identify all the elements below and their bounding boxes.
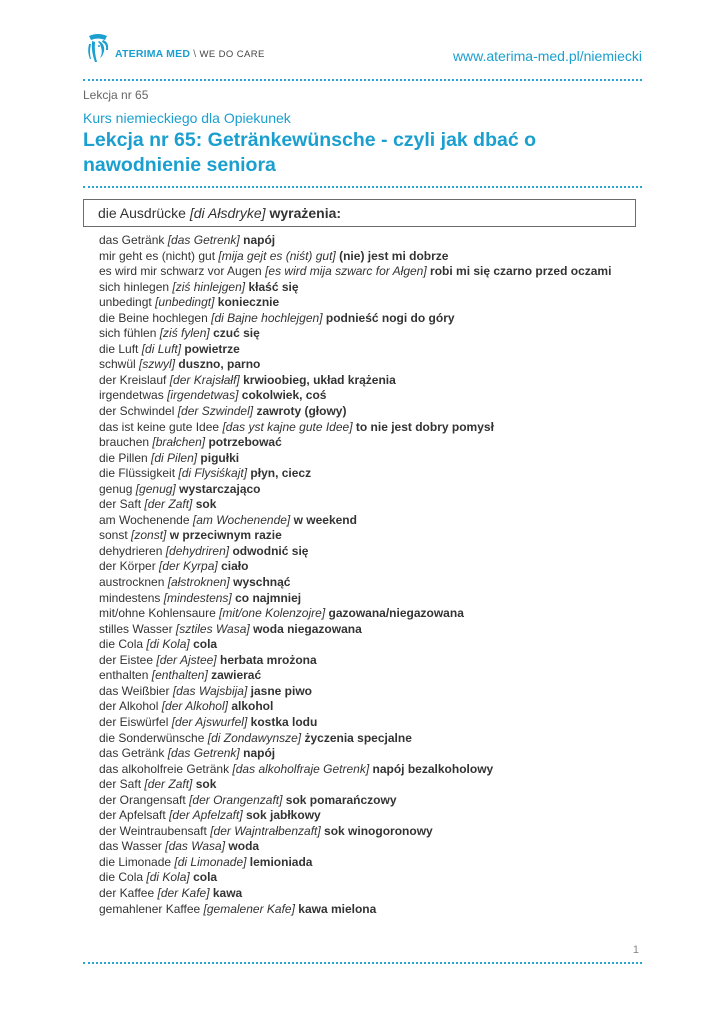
vocab-item — [99, 699, 639, 715]
bottom-divider — [83, 962, 642, 964]
page-title: Lekcja nr 65: Getränkewünsche - czyli jak dbać o nawodnienie seniora — [83, 129, 537, 176]
section-heading-pron: [di Ałsdryke] — [189, 205, 266, 221]
vocab-polish: koniecznie — [217, 295, 280, 310]
vocab-item — [99, 435, 639, 451]
vocab-item — [99, 497, 639, 513]
vocab-item — [99, 249, 639, 265]
vocab-pronunciation: [di Limonade] — [174, 854, 247, 869]
vocab-german: brauchen — [99, 435, 150, 450]
vocab-item — [99, 311, 639, 327]
vocab-polish: potrzebować — [208, 435, 282, 450]
top-divider — [83, 79, 642, 81]
vocab-pronunciation: [di Kola] — [146, 870, 190, 885]
vocab-german: gemahlener Kaffee — [99, 901, 201, 916]
vocab-pronunciation: [di Kola] — [146, 637, 190, 652]
vocab-item — [99, 280, 639, 296]
vocab-polish: (nie) jest mi dobrze — [339, 248, 449, 263]
vocab-german: der Saft — [99, 497, 142, 512]
vocab-item — [99, 855, 639, 871]
vocab-german: der Kaffee — [99, 885, 155, 900]
vocab-pronunciation: [der Kyrpa] — [159, 559, 218, 574]
vocab-pronunciation: [di Zondawynsze] — [207, 730, 302, 745]
vocab-pronunciation: [sztiles Wasa] — [175, 621, 250, 636]
vocab-item — [99, 451, 639, 467]
vocab-item — [99, 404, 639, 420]
vocab-item — [99, 622, 639, 638]
vocab-german: die Pillen — [99, 450, 148, 465]
vocab-polish: wystarczająco — [179, 481, 261, 496]
vocab-pronunciation: [der Alkohol] — [161, 699, 228, 714]
vocab-polish: to nie jest dobry pomysł — [355, 419, 494, 434]
vocab-pronunciation: [di Luft] — [141, 341, 182, 356]
vocab-german: der Eiswürfel — [99, 714, 169, 729]
vocab-polish: woda niegazowana — [253, 621, 362, 636]
vocab-german: das Getränk — [99, 746, 165, 761]
vocab-german: das alkoholfreie Getränk — [99, 761, 230, 776]
vocab-polish: cola — [193, 637, 218, 652]
vocab-item — [99, 762, 639, 778]
vocab-polish: herbata mrożona — [219, 652, 317, 667]
vocab-item — [99, 513, 639, 529]
vocab-german: schwül — [99, 357, 136, 372]
vocab-german: genug — [99, 481, 133, 496]
vocab-pronunciation: [das yst kajne gute Idee] — [222, 419, 353, 434]
vocab-item — [99, 637, 639, 653]
vocab-pronunciation: [das Wasa] — [165, 839, 226, 854]
vocab-polish: cokolwiek, coś — [241, 388, 327, 403]
vocab-pronunciation: [der Ajswurfel] — [171, 714, 248, 729]
vocab-item — [99, 559, 639, 575]
vocab-german: das Wasser — [99, 839, 162, 854]
vocab-german: die Cola — [99, 870, 144, 885]
page-header — [83, 32, 642, 68]
vocab-polish: alkohol — [231, 699, 274, 714]
vocab-german: die Flüssigkeit — [99, 466, 176, 481]
vocab-item — [99, 746, 639, 762]
vocab-polish: gazowana/niegazowana — [328, 606, 464, 621]
vocab-polish: ciało — [221, 559, 249, 574]
vocab-pronunciation: [der Wajntrałbenzaft] — [210, 823, 321, 838]
vocab-polish: podnieść nogi do góry — [325, 310, 455, 325]
vocab-polish: kawa mielona — [298, 901, 377, 916]
vocab-pronunciation: [der Zaft] — [144, 497, 193, 512]
vocab-pronunciation: [am Wochenende] — [192, 512, 291, 527]
vocab-polish: sok pomarańczowy — [285, 792, 397, 807]
title-divider — [83, 186, 642, 188]
vocab-pronunciation: [di Flysiśkajt] — [178, 466, 248, 481]
vocab-german: dehydrieren — [99, 543, 163, 558]
course-name: Kurs niemieckiego dla Opiekunek — [83, 110, 291, 126]
vocab-german: die Luft — [99, 341, 139, 356]
vocab-pronunciation: [der Zaft] — [144, 777, 193, 792]
vocab-pronunciation: [das Getrenk] — [167, 233, 240, 247]
vocab-item — [99, 839, 639, 855]
vocab-pronunciation: [gemalener Kafe] — [203, 901, 295, 916]
vocab-pronunciation: [das Wajsbija] — [172, 683, 248, 698]
vocab-polish: jasne piwo — [250, 683, 313, 698]
vocab-polish: czuć się — [213, 326, 260, 341]
vocab-polish: kłaść się — [248, 279, 299, 294]
vocab-polish: zawroty (głowy) — [256, 404, 347, 419]
vocab-pronunciation: [der Kafe] — [157, 885, 210, 900]
vocab-german: der Körper — [99, 559, 156, 574]
vocab-pronunciation: [ziś hinlejgen] — [172, 279, 246, 294]
vocab-german: die Beine hochlegen — [99, 310, 208, 325]
vocab-polish: robi mi się czarno przed oczami — [430, 264, 612, 279]
face-logo-icon — [83, 32, 113, 66]
vocab-item — [99, 591, 639, 607]
vocab-pronunciation: [unbedingt] — [155, 295, 215, 310]
vocabulary-list — [99, 233, 639, 917]
vocab-german: der Alkohol — [99, 699, 159, 714]
vocab-item — [99, 606, 639, 622]
vocab-pronunciation: [irgendetwas] — [167, 388, 239, 403]
vocab-pronunciation: [ałstroknen] — [167, 575, 230, 590]
vocab-german: die Sonderwünsche — [99, 730, 205, 745]
section-heading-box — [83, 199, 636, 227]
vocab-pronunciation: [der Szwindel] — [177, 404, 254, 419]
vocab-german: unbedingt — [99, 295, 152, 310]
section-heading-pl: wyrażenia: — [269, 205, 342, 221]
vocab-item — [99, 528, 639, 544]
vocab-item — [99, 326, 639, 342]
vocab-pronunciation: [das Getrenk] — [167, 746, 240, 761]
vocab-polish: sok — [195, 777, 217, 792]
vocab-polish: kawa — [212, 885, 243, 900]
vocab-item — [99, 824, 639, 840]
vocab-item — [99, 264, 639, 280]
vocab-item — [99, 357, 639, 373]
vocab-polish: wyschnąć — [233, 575, 291, 590]
vocab-pronunciation: [enthalten] — [151, 668, 208, 683]
vocab-item — [99, 793, 639, 809]
vocab-german: der Saft — [99, 777, 142, 792]
vocab-pronunciation: [di Pilen] — [151, 450, 198, 465]
vocab-german: sich hinlegen — [99, 279, 170, 294]
vocab-pronunciation: [genug] — [135, 481, 176, 496]
vocab-german: der Apfelsaft — [99, 808, 166, 823]
vocab-polish: sok winogoronowy — [324, 823, 433, 838]
vocab-german: die Cola — [99, 637, 144, 652]
vocab-polish: co najmniej — [235, 590, 302, 605]
vocab-polish: kostka lodu — [250, 714, 318, 729]
vocab-pronunciation: [das alkoholfraje Getrenk] — [232, 761, 370, 776]
vocab-item — [99, 420, 639, 436]
vocab-german: austrocknen — [99, 575, 165, 590]
vocab-item — [99, 777, 639, 793]
vocab-polish: płyn, ciecz — [250, 466, 312, 481]
vocab-polish: sok jabłkowy — [246, 808, 321, 823]
vocab-item — [99, 342, 639, 358]
vocab-german: das Weißbier — [99, 683, 170, 698]
aterima-logo[interactable] — [83, 32, 265, 66]
vocab-polish: pigułki — [200, 450, 240, 465]
vocab-german: die Limonade — [99, 854, 172, 869]
vocab-german: sich fühlen — [99, 326, 157, 341]
vocab-item — [99, 715, 639, 731]
vocab-pronunciation: [mit/one Kolenzojre] — [219, 606, 326, 621]
vocab-german: das Getränk — [99, 233, 165, 247]
vocab-german: enthalten — [99, 668, 149, 683]
vocab-item — [99, 886, 639, 902]
vocab-item — [99, 466, 639, 482]
vocab-german: der Eistee — [99, 652, 154, 667]
vocab-polish: duszno, parno — [178, 357, 261, 372]
vocab-item — [99, 902, 639, 918]
vocab-german: mir geht es (nicht) gut — [99, 248, 216, 263]
vocab-item — [99, 684, 639, 700]
vocab-polish: w weekend — [293, 512, 357, 527]
vocab-german: irgendetwas — [99, 388, 164, 403]
logo-separator: \ — [193, 48, 197, 60]
vocab-item — [99, 808, 639, 824]
vocab-polish: napój — [243, 233, 276, 247]
logo-wordmark — [115, 38, 265, 60]
vocab-item — [99, 482, 639, 498]
vocab-item — [99, 233, 639, 249]
vocab-item — [99, 653, 639, 669]
vocab-german: mindestens — [99, 590, 161, 605]
vocab-german: stilles Wasser — [99, 621, 173, 636]
vocab-item — [99, 544, 639, 560]
vocab-pronunciation: [es wird mija szwarc for Ałgen] — [265, 264, 427, 279]
vocab-item — [99, 870, 639, 886]
vocab-polish: zawierać — [211, 668, 262, 683]
vocab-item — [99, 668, 639, 684]
vocab-pronunciation: [der Krajsłałf] — [169, 372, 240, 387]
vocab-item — [99, 731, 639, 747]
vocab-polish: napój — [243, 746, 276, 761]
vocab-polish: odwodnić się — [232, 543, 309, 558]
vocab-pronunciation: [ziś fylen] — [159, 326, 210, 341]
vocab-pronunciation: [der Ajstee] — [156, 652, 217, 667]
section-heading — [98, 205, 341, 221]
vocab-polish: woda — [228, 839, 260, 854]
vocab-polish: powietrze — [184, 341, 240, 356]
vocab-pronunciation: [mija gejt es (niśt) gut] — [218, 248, 336, 263]
vocab-item — [99, 373, 639, 389]
vocab-german: der Orangensaft — [99, 792, 186, 807]
vocab-polish: krwioobieg, układ krążenia — [243, 372, 396, 387]
lesson-label: Lekcja nr 65 — [83, 88, 149, 102]
vocab-german: der Schwindel — [99, 404, 175, 419]
vocab-polish: sok — [195, 497, 217, 512]
vocab-german: der Kreislauf — [99, 372, 167, 387]
page-number: 1 — [632, 944, 639, 956]
website-link[interactable]: www.aterima-med.pl/niemiecki — [452, 48, 642, 64]
vocab-german: sonst — [99, 528, 128, 543]
vocab-pronunciation: [der Orangenzaft] — [189, 792, 283, 807]
logo-brand: ATERIMA MED — [115, 48, 191, 60]
logo-tagline: WE DO CARE — [199, 49, 265, 60]
vocab-german: mit/ohne Kohlensaure — [99, 606, 216, 621]
vocab-polish: życzenia specjalne — [304, 730, 412, 745]
vocab-polish: napój bezalkoholowy — [372, 761, 494, 776]
vocab-german: am Wochenende — [99, 512, 190, 527]
vocab-pronunciation: [szwyl] — [139, 357, 176, 372]
vocab-pronunciation: [der Apfelzaft] — [169, 808, 243, 823]
vocab-polish: w przeciwnym razie — [169, 528, 282, 543]
vocab-item — [99, 575, 639, 591]
vocab-pronunciation: [brałchen] — [152, 435, 206, 450]
vocab-pronunciation: [mindestens] — [163, 590, 232, 605]
vocab-pronunciation: [zonst] — [131, 528, 167, 543]
vocab-german: es wird mir schwarz vor Augen — [99, 264, 262, 279]
vocab-item — [99, 388, 639, 404]
vocab-polish: cola — [193, 870, 218, 885]
vocab-polish: lemioniada — [249, 854, 313, 869]
vocab-pronunciation: [di Bajne hochlejgen] — [211, 310, 323, 325]
vocab-german: das ist keine gute Idee — [99, 419, 220, 434]
vocab-item — [99, 295, 639, 311]
section-heading-de: die Ausdrücke — [98, 205, 186, 221]
vocab-german: der Weintraubensaft — [99, 823, 207, 838]
vocab-pronunciation: [dehydriren] — [165, 543, 230, 558]
